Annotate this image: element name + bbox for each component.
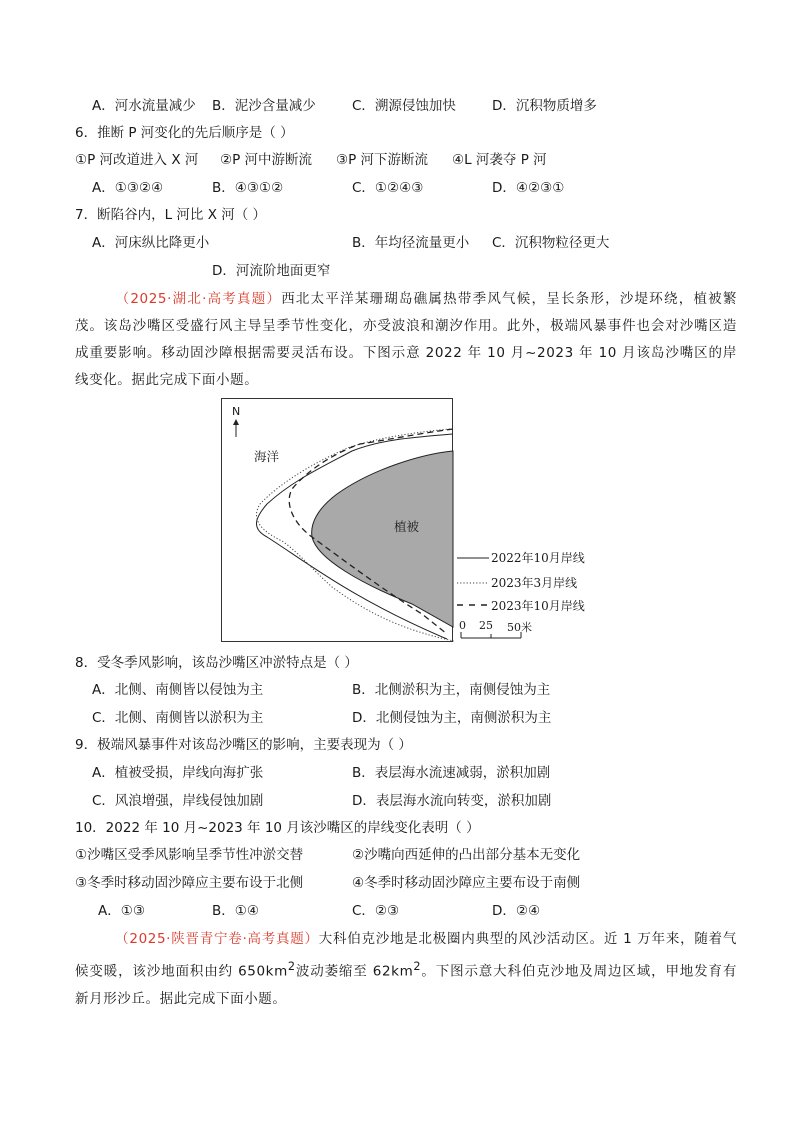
passage-2-text-before: 大科伯克沙地是北极圈内典型的风沙活动区。近 1 万年来，随着气候变暖，该沙地面积由约 650km: [75, 931, 737, 980]
q6-option-b: B．④③①②: [212, 180, 284, 196]
legend-label-2023-10: 2023年10月岸线: [491, 599, 585, 613]
legend-label-2022-10: 2022年10月岸线: [491, 551, 585, 565]
q8-option-a: A．北侧、南侧皆以侵蚀为主: [92, 682, 264, 698]
passage-1-text: 西北太平洋某珊瑚岛礁属热带季风气候，呈长条形，沙堤环绕，植被繁茂。该岛沙嘴区受盛行风主导呈季节性变化，亦受波浪和潮汐作用。此外，极端风暴事件也会对沙嘴区造成重要影响。移动固沙障根据需要灵活布设。下图示意 2022 年 10 月~2023 年 10 月该岛沙嘴区的岸线变化。据此完成下面小题。: [75, 291, 737, 388]
q8-option-c: C．北侧、南侧皆以淤积为主: [92, 710, 264, 726]
q6-option-d: D．④②③①: [492, 180, 565, 196]
q8-option-b: B．北侧淤积为主，南侧侵蚀为主: [352, 682, 551, 698]
north-label: N: [232, 405, 241, 418]
q9-option-a: A．植被受损，岸线向海扩张: [92, 765, 264, 781]
q7-option-c: C．沉积物粒径更大: [492, 235, 610, 251]
q7-stem: 7．断陷谷内，L 河比 X 河（ ）: [75, 207, 267, 223]
q9-option-c: C．风浪增强，岸线侵蚀加剧: [92, 793, 264, 809]
scale-tick-0: 0: [459, 619, 466, 632]
map-svg: [222, 399, 454, 643]
q8-stem: 8．受冬季风影响，该岛沙嘴区冲淤特点是（ ）: [75, 655, 358, 671]
passage-1-source: （2025·湖北·高考真题）: [115, 291, 282, 307]
coastline-map-figure: [221, 398, 585, 642]
passage-2-sup-2: 2: [413, 960, 422, 973]
passage-2-source: （2025·陕晋青宁卷·高考真题）: [115, 931, 319, 947]
passage-2-text-middle: 波动萎缩至 62km: [295, 963, 414, 980]
q5-option-a: A．河水流量减少: [92, 98, 196, 114]
q6-event-3: ③P 河下游断流: [336, 152, 429, 168]
vegetation-label: 植被: [394, 519, 420, 534]
q5-option-b: B．泥沙含量减少: [212, 98, 316, 114]
ocean-label: 海洋: [254, 449, 280, 464]
q10-option-d: D．②④: [492, 903, 541, 919]
legend-label-2023-03: 2023年3月岸线: [491, 576, 578, 590]
q10-option-a: A．①③: [98, 903, 145, 919]
q10-statement-1: ①沙嘴区受季风影响呈季节性冲淤交替: [75, 847, 304, 863]
q8-option-d: D．北侧侵蚀为主，南侧淤积为主: [352, 710, 552, 726]
q6-option-c: C．①②④③: [352, 180, 424, 196]
q10-statement-3: ③冬季时移动固沙障应主要布设于北侧: [75, 875, 304, 891]
q6-event-1: ①P 河改道进入 X 河: [75, 152, 199, 168]
q6-event-4: ④L 河袭夺 P 河: [452, 152, 547, 168]
north-arrow-head: [233, 419, 239, 425]
q10-statement-4: ④冬季时移动固沙障应主要布设于南侧: [352, 875, 581, 891]
scale-tick-25: 25: [479, 619, 493, 632]
q7-option-d: D．河流阶地面更窄: [212, 263, 331, 279]
q9-stem: 9．极端风暴事件对该岛沙嘴区的影响，主要表现为（ ）: [75, 737, 412, 753]
q10-stem: 10．2022 年 10 月~2023 年 10 月该沙嘴区的岸线变化表明（ ）: [75, 820, 480, 836]
passage-2-sup-1: 2: [287, 960, 296, 973]
q7-option-a: A．河床纵比降更小: [92, 235, 210, 251]
passage-2-text-after: 。下图示意大科伯克沙地及周边区域，甲地发育有新月形沙丘。据此完成下面小题。: [75, 963, 737, 1007]
q5-option-c: C．溯源侵蚀加快: [352, 98, 456, 114]
scale-tick-50: 50米: [507, 621, 532, 634]
q10-option-b: B．①④: [212, 903, 259, 919]
q9-option-b: B．表层海水流速减弱，淤积加剧: [352, 765, 551, 781]
q10-option-c: C．②③: [352, 903, 400, 919]
q10-statement-2: ②沙嘴向西延伸的凸出部分基本无变化: [352, 847, 581, 863]
q6-option-a: A．①③②④: [92, 180, 164, 196]
q6-event-2: ②P 河中游断流: [220, 152, 313, 168]
q9-option-d: D．表层海水流向转变，淤积加剧: [352, 793, 552, 809]
q5-option-d: D．沉积物质增多: [492, 98, 597, 114]
map-frame: [221, 398, 453, 642]
q7-option-b: B．年均径流量更小: [352, 235, 470, 251]
passage-2: [75, 926, 737, 1013]
vegetation-area: [312, 451, 453, 627]
q6-stem: 6．推断 P 河变化的先后顺序是（ ）: [75, 125, 294, 141]
passage-1: [75, 286, 737, 394]
